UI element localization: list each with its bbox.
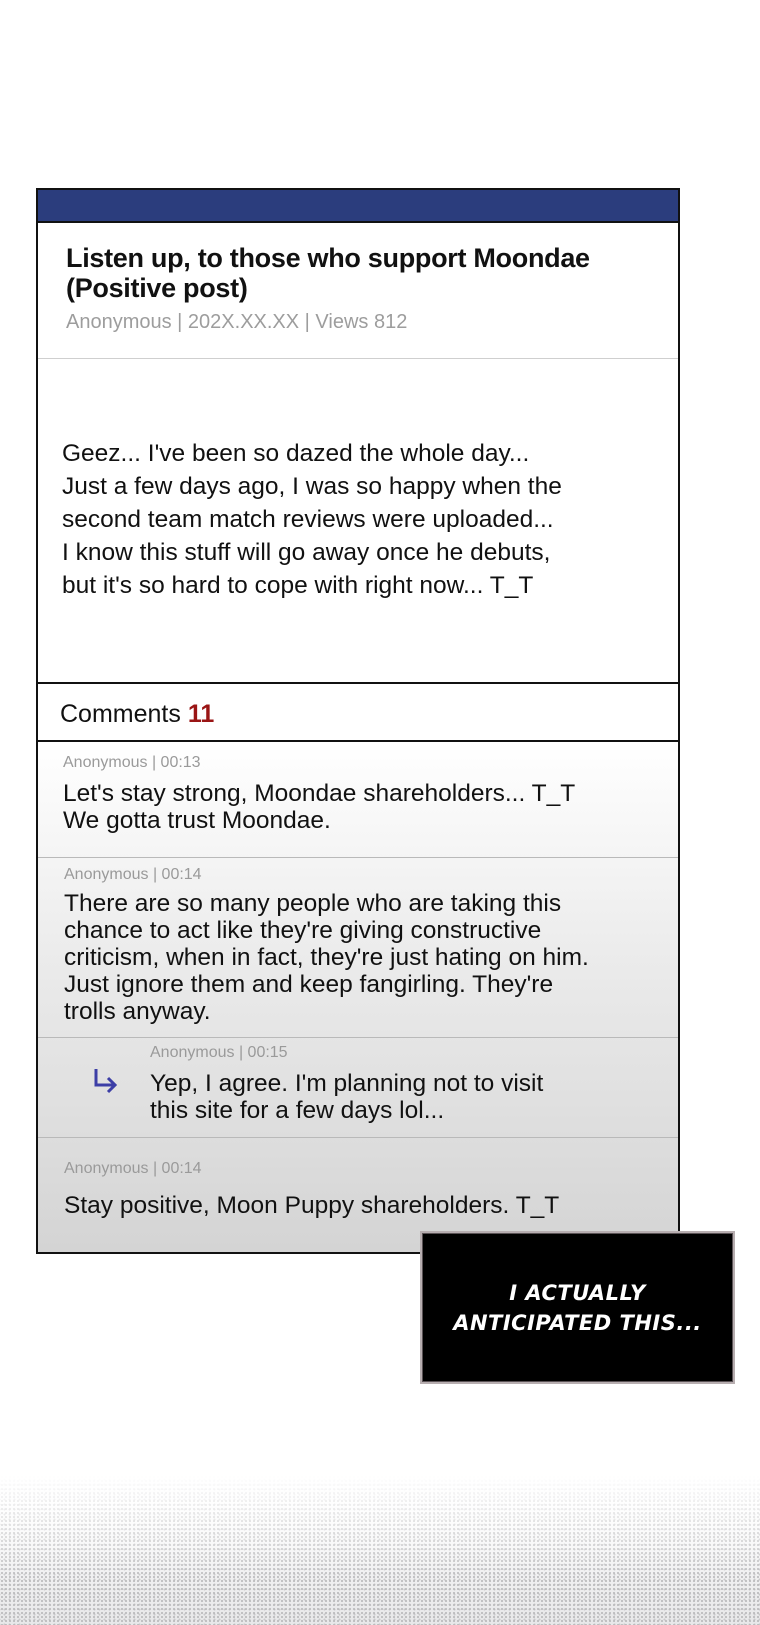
post-title[interactable] — [66, 243, 678, 303]
comment-line: criticism, when in fact, they're just hating on him. — [64, 944, 589, 971]
caption-line: ANTICIPATED THIS... — [453, 1310, 702, 1335]
post-title-line1: Listen up, to those who support Moondae — [66, 243, 590, 273]
header-bar — [38, 190, 678, 223]
comment-item — [38, 858, 678, 1038]
comment-line: this site for a few days lol... — [150, 1097, 445, 1124]
comment-meta: Anonymous | 00:13 — [63, 754, 201, 771]
post-meta: Anonymous | 202X.XX.XX | Views 812 — [66, 311, 408, 333]
comment-meta: Anonymous | 00:14 — [64, 1160, 202, 1177]
comment-line: There are so many people who are taking this — [64, 890, 562, 917]
comment-meta: Anonymous | 00:15 — [150, 1044, 288, 1061]
comment-line: Yep, I agree. I'm planning not to visit — [150, 1070, 544, 1097]
comment-text — [150, 1070, 678, 1124]
post-body-line: Geez... I've been so dazed the whole day... — [62, 440, 530, 467]
post-body-line: but it's so hard to cope with right now... T_T — [62, 572, 534, 599]
comments-count: 11 — [187, 700, 215, 728]
comment-meta: Anonymous | 00:14 — [64, 866, 202, 883]
comment-text — [64, 1192, 678, 1219]
reply-arrow-icon — [90, 1066, 120, 1096]
comment-line: trolls anyway. — [64, 998, 211, 1025]
forum-post-panel — [36, 188, 680, 1254]
post-body-line: second team match reviews were uploaded... — [62, 506, 554, 533]
comment-line: chance to act like they're giving constructive — [64, 917, 542, 944]
comment-item — [38, 742, 678, 858]
comment-line: We gotta trust Moondae. — [63, 807, 331, 834]
bottom-texture — [0, 1475, 760, 1625]
post-body-line: Just a few days ago, I was so happy when the — [62, 473, 562, 500]
post-body — [38, 359, 678, 684]
post-title-line2: (Positive post) — [66, 273, 248, 303]
comment-text — [64, 890, 678, 1025]
comment-line: Let's stay strong, Moondae shareholders... T_T — [63, 780, 576, 807]
caption-line: I ACTUALLY — [509, 1280, 646, 1305]
comments-list — [38, 742, 678, 1252]
post-header — [38, 223, 678, 359]
post-body-line: I know this stuff will go away once he debuts, — [62, 539, 551, 566]
comments-label: Comments — [60, 700, 181, 728]
narration-caption-box — [420, 1231, 735, 1384]
comment-text — [63, 780, 678, 834]
reply-item — [38, 1038, 678, 1138]
comments-header — [38, 684, 678, 742]
comment-line: Just ignore them and keep fangirling. They're — [64, 971, 554, 998]
comment-line: Stay positive, Moon Puppy shareholders. T_T — [64, 1192, 560, 1219]
caption-text — [453, 1278, 702, 1338]
